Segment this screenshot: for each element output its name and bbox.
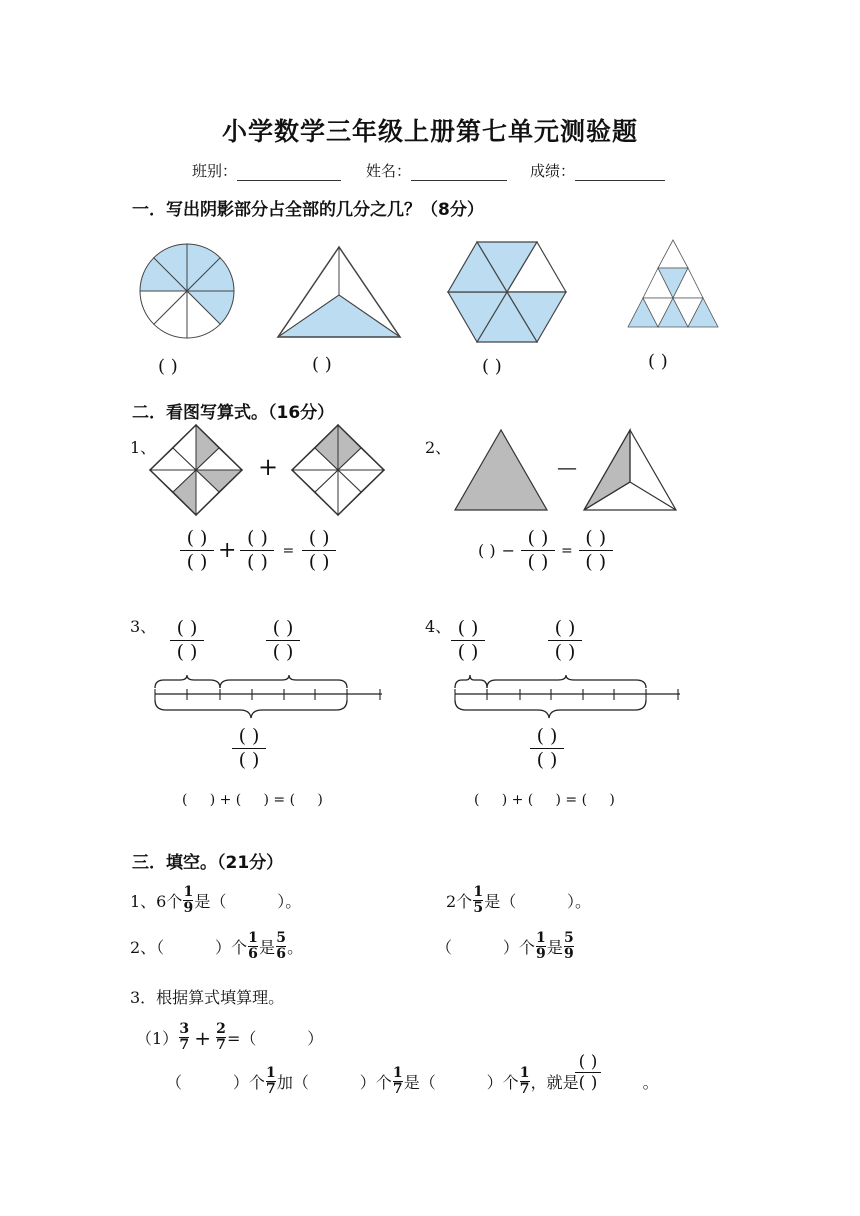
q2-number: 2、	[425, 438, 452, 457]
q1-equation	[180, 528, 336, 573]
q1-square-left	[148, 423, 244, 517]
q2-frac-b[interactable]: ( ) ( )	[521, 528, 555, 573]
section1-heading: 一．写出阴影部分占全部的几分之几？（8分）	[132, 200, 484, 220]
fraction-5-6: $\frac{5}{6}$	[276, 930, 286, 962]
fraction-1-7b: $\frac{1}{7}$	[392, 1065, 403, 1097]
s3-q1a-blank[interactable]: 是（ ）。	[194, 892, 302, 911]
s3-q1b: 2个 $\frac{1}{5}$ 是（ ）。	[446, 884, 592, 916]
answer-blank-grid[interactable]: ( )	[648, 351, 668, 372]
shape-circle	[134, 243, 240, 339]
q1-eq-plus: +	[218, 538, 237, 563]
s3-q3-sub1: （1） $\frac{3}{7}$ + $\frac{2}{7}$ =（ ）	[136, 1021, 324, 1053]
s3-q1a: 1、6个 $\frac{1}{9}$ 是（ ）。	[130, 884, 302, 916]
fraction-5-9: $\frac{5}{9}$	[564, 930, 574, 962]
reason-blank-1[interactable]: （ ）个	[166, 1073, 265, 1092]
reason-frac-blank[interactable]: ( ) ( )	[575, 1053, 601, 1092]
q1-eq-equals: =	[282, 542, 295, 559]
fraction-1-7c: $\frac{1}{7}$	[519, 1065, 530, 1097]
q4-equation[interactable]: ( ) + ( ) = ( )	[474, 792, 615, 808]
q2-minus-sign: —	[557, 455, 577, 479]
q2-left-blank[interactable]: ( )	[478, 541, 496, 560]
name-field[interactable]	[366, 160, 507, 181]
q1-plus-sign: +	[258, 453, 279, 481]
fraction-2-7: $\frac{2}{7}$	[216, 1021, 226, 1053]
class-blank[interactable]	[237, 164, 341, 181]
q3-frac-left[interactable]: ( ) ( )	[170, 618, 204, 663]
section2-heading: 二．看图写算式。（16分）	[132, 403, 335, 423]
s3-q2b: （ ）个 $\frac{1}{9}$ 是 $\frac{5}{9}$	[436, 930, 574, 962]
fraction-1-5: $\frac{1}{5}$	[473, 884, 484, 916]
class-field[interactable]	[192, 160, 341, 181]
fraction-1-7a: $\frac{1}{7}$	[266, 1065, 276, 1097]
s3-q3-sub1-blank[interactable]: =（ ）	[226, 1029, 324, 1048]
q1-frac-c[interactable]: ( ) ( )	[302, 528, 336, 573]
answer-blank-triangle[interactable]: ( )	[312, 354, 332, 375]
q4-number-line	[450, 672, 685, 722]
s3-q3-text: 3．根据算式填算理。	[130, 988, 285, 1007]
name-blank[interactable]	[411, 164, 507, 181]
shape-triangle-grid	[622, 238, 726, 330]
class-label: 班别：	[192, 162, 238, 180]
section3-heading: 三．填空。（21分）	[132, 853, 284, 873]
score-field[interactable]	[530, 160, 665, 181]
answer-blank-circle[interactable]: ( )	[158, 356, 178, 377]
s3-q2b-blank[interactable]: （ ）个	[436, 938, 535, 957]
q2-frac-c[interactable]: ( ) ( )	[579, 528, 613, 573]
s3-q2a: 2、（ ）个 $\frac{1}{6}$ 是 $\frac{5}{6}$ 。	[130, 930, 304, 962]
s3-q2a-blank[interactable]: 2、（ ）个	[130, 938, 248, 957]
score-label: 成绩：	[530, 162, 576, 180]
q2-eq-equals: =	[560, 542, 573, 559]
q3-equation[interactable]: ( ) + ( ) = ( )	[182, 792, 323, 808]
reason-blank-3[interactable]: 是（ ）个	[403, 1073, 519, 1092]
q4-number: 4、	[425, 617, 452, 636]
answer-blank-hexagon[interactable]: ( )	[482, 356, 502, 377]
name-label: 姓名：	[366, 162, 412, 180]
shape-triangle	[276, 245, 402, 340]
s3-q1b-blank[interactable]: 是（ ）。	[484, 892, 592, 911]
fraction-1-6: $\frac{1}{6}$	[248, 930, 258, 962]
q3-frac-right[interactable]: ( ) ( )	[266, 618, 300, 663]
q4-frac-right[interactable]: ( ) ( )	[548, 618, 582, 663]
reason-blank-2[interactable]: 加（ ）个	[276, 1073, 392, 1092]
q2-equation	[478, 528, 613, 573]
q1-frac-a[interactable]: ( ) ( )	[180, 528, 214, 573]
q2-triangle-full	[453, 428, 549, 512]
q2-eq-minus: −	[501, 541, 515, 560]
fraction-3-7: $\frac{3}{7}$	[179, 1021, 190, 1053]
page-title: 小学数学三年级上册第七单元测验题	[221, 117, 638, 146]
q1-frac-b[interactable]: ( ) ( )	[240, 528, 274, 573]
q1-square-right	[290, 423, 386, 517]
q2-triangle-split	[582, 428, 678, 512]
score-blank[interactable]	[575, 164, 665, 181]
q3-number: 3、	[130, 617, 157, 636]
q4-frac-left[interactable]: ( ) ( )	[451, 618, 485, 663]
q3-number-line	[150, 672, 385, 722]
fraction-1-9b: $\frac{1}{9}$	[536, 930, 546, 962]
fraction-1-9: $\frac{1}{9}$	[183, 884, 194, 916]
q3-frac-total[interactable]: ( ) ( )	[232, 726, 266, 771]
shape-hexagon	[446, 240, 568, 344]
s3-q3-reason-line: （ ）个 $\frac{1}{7}$ 加（ ）个 $\frac{1}{7}$ 是（ ）个 $\frac{1}{7}$ ，就是 。	[166, 1065, 659, 1097]
q4-frac-total[interactable]: ( ) ( )	[530, 726, 564, 771]
q1-number: 1、	[130, 438, 157, 457]
